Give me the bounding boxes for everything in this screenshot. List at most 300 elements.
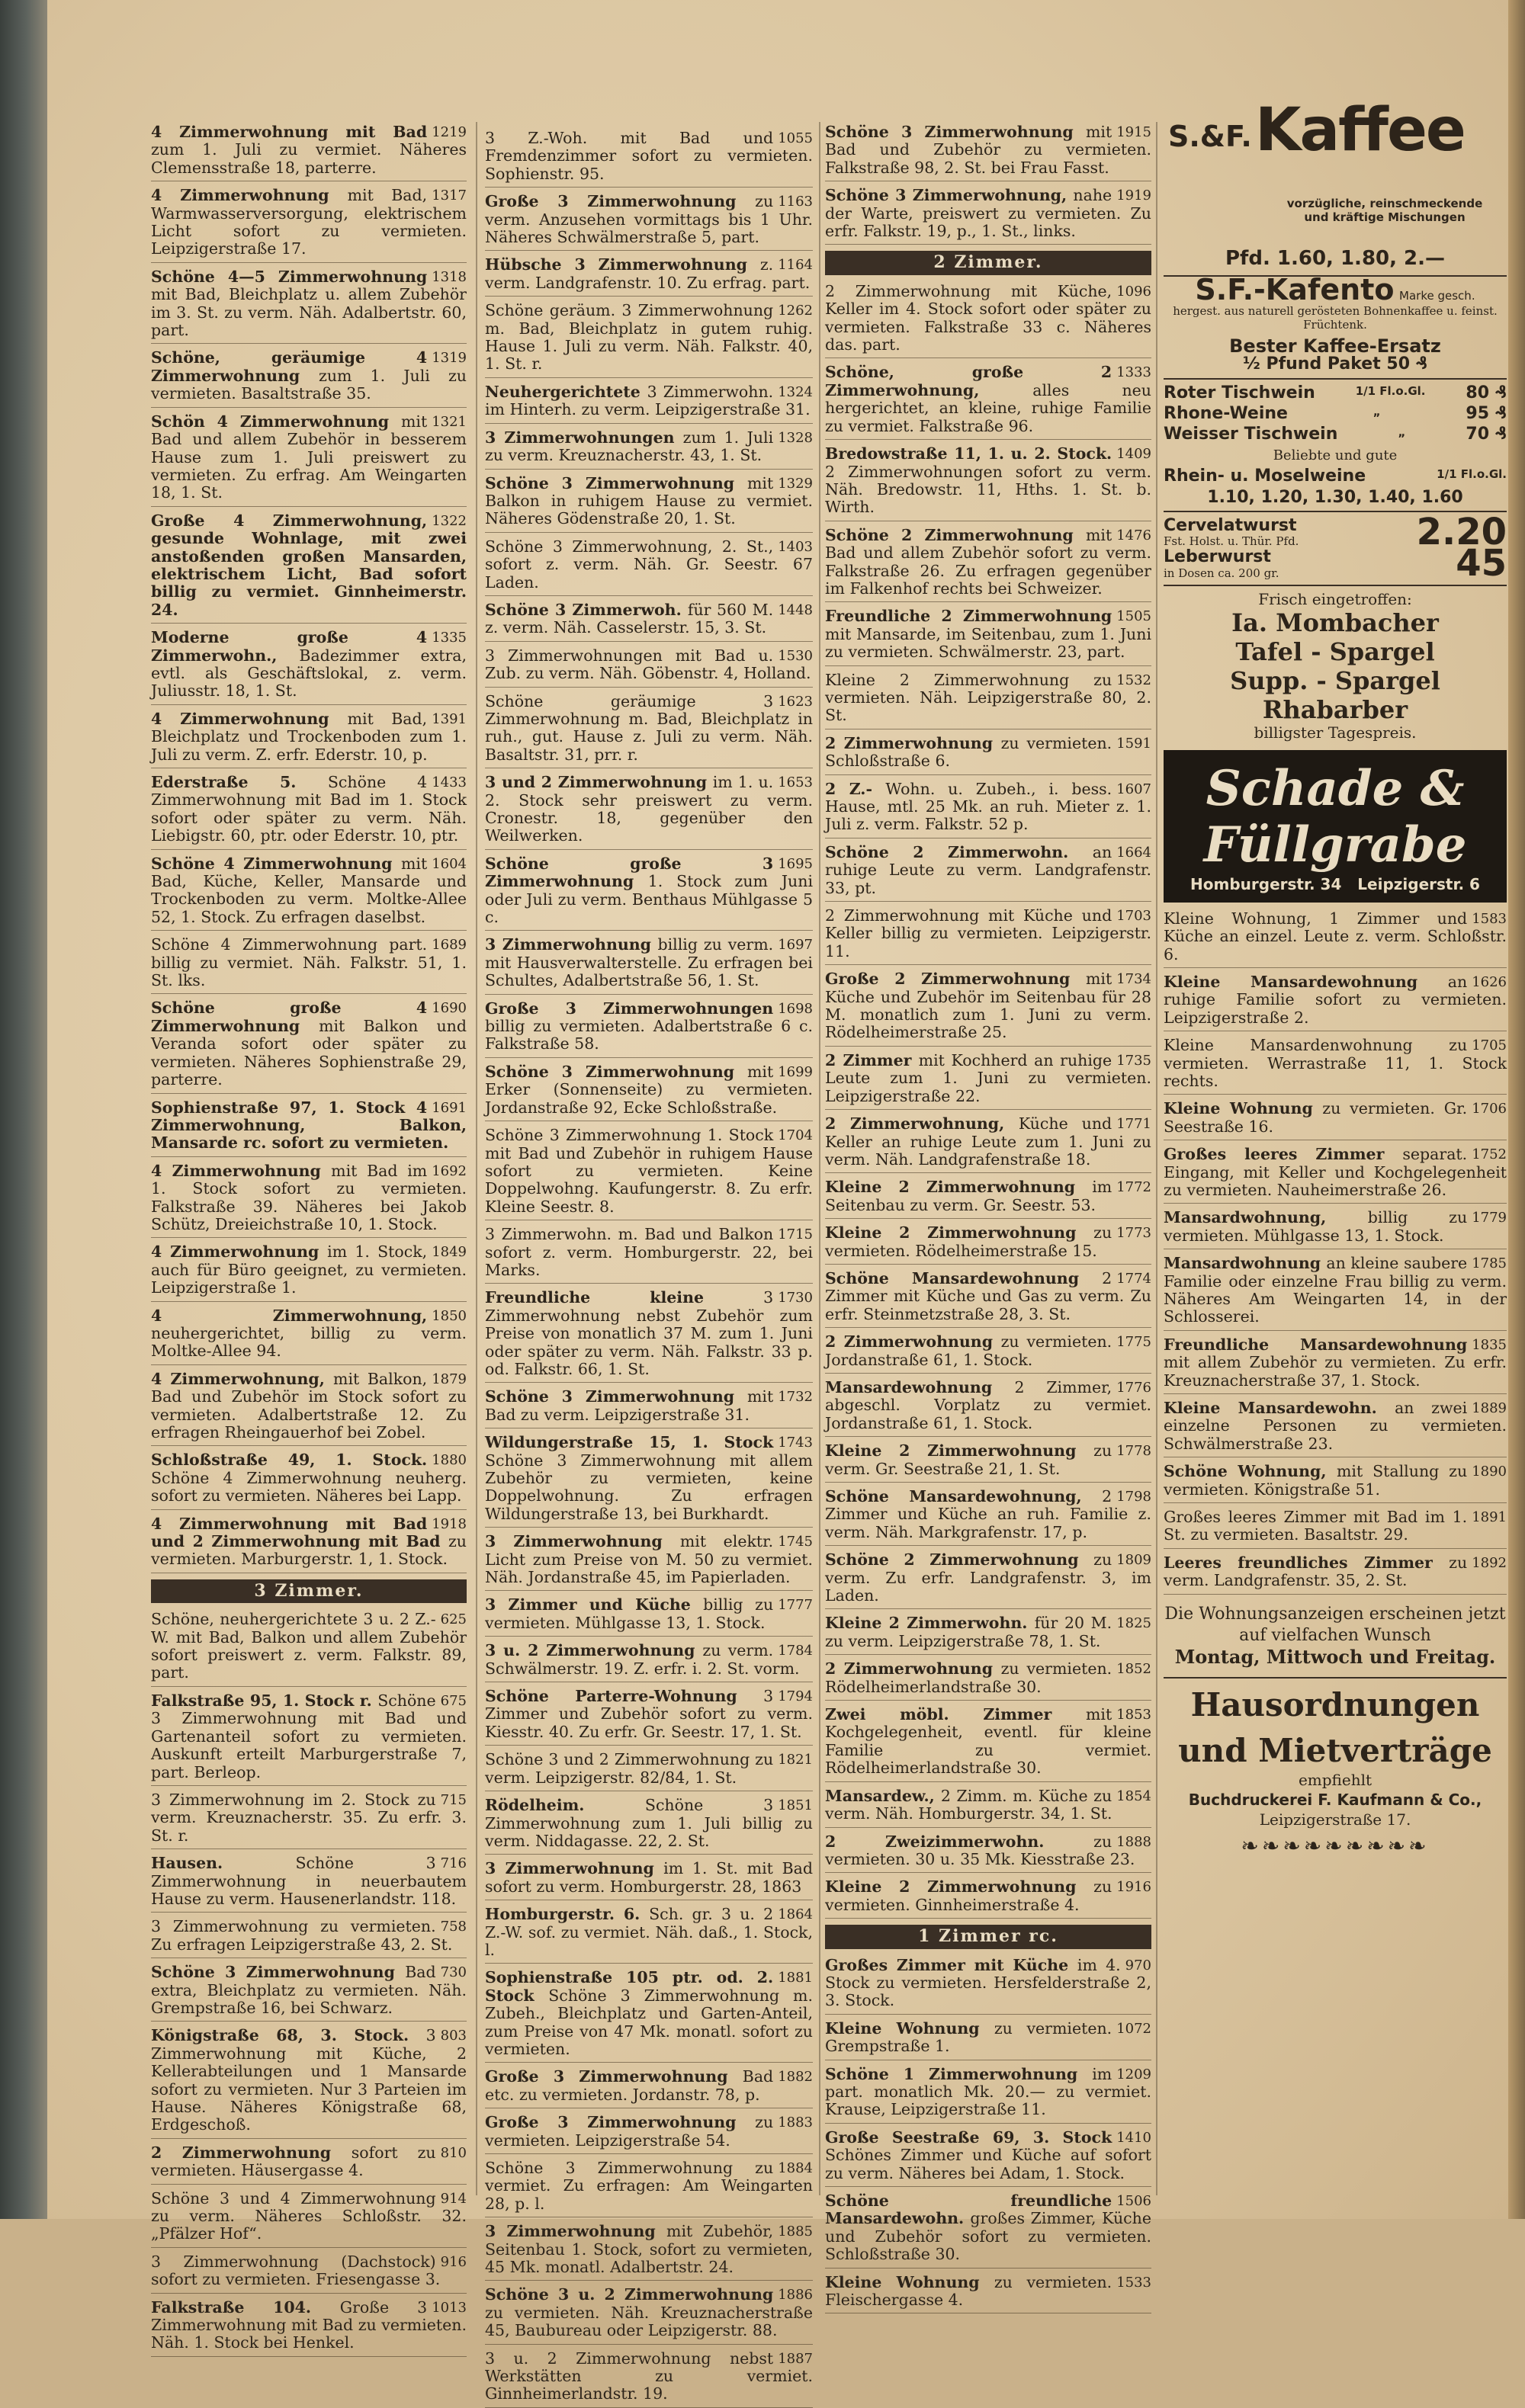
ad-body: mit Kochgelegenheit, eventl. für kleine Familie zu vermiet. Rödelheimerlandstraße 30. (825, 1705, 1151, 1778)
ad-title: 2 Zweizimmerwohn. (825, 1832, 1094, 1851)
kaffee-subtitle: vorzügliche, reinschmeckende und kräftige Mischungen (1286, 197, 1483, 224)
classified-ad (1164, 1146, 1507, 1204)
ad-body: mit Küche und Zubehör im Seitenbau für 28 M. monatlich zum 1. Juni zu verm. Rödelheimerstraße 25. (825, 970, 1151, 1042)
ad-number: 1774 (1116, 1270, 1151, 1287)
ad-number: 1583 (1472, 910, 1507, 927)
ad-number: 1879 (432, 1371, 467, 1387)
ad-number: 1072 (1116, 2020, 1151, 2037)
classified-ad (825, 1333, 1151, 1374)
ad-body: an ruhige Familie sofort zu vermieten. Leipzigerstraße 2. (1164, 972, 1507, 1027)
ad-number: 1505 (1116, 608, 1151, 625)
haus-printer: Buchdruckerei F. Kaufmann & Co., (1188, 1790, 1482, 1809)
ad-title: Schöne 3 u. 2 Zimmerwohnung (485, 2285, 774, 2304)
ad-title: Mansardwohnung (1164, 1254, 1327, 1273)
ad-number: 1715 (778, 1226, 813, 1243)
ad-body: neuhergerichtet, billig zu verm. Moltke-Allee 94. (151, 1323, 467, 1361)
ad-number: 1591 (1116, 735, 1151, 752)
ad-number: 1734 (1116, 971, 1151, 988)
classified-ad (151, 1451, 467, 1509)
classified-ad (151, 349, 467, 407)
classified-ad (485, 936, 813, 994)
ads-column-1 (151, 123, 467, 2352)
ad-number: 1317 (432, 188, 467, 204)
ad-title: Schöne große 4 Zimmerwohnung (151, 999, 428, 1035)
ad-body: 2 Zimm. m. Küche zu verm. Näh. Homburgerstr. 34, 1. St. (825, 1786, 1112, 1823)
kafento-title: S.F.-Kafento (1195, 273, 1395, 307)
ad-body: Schöne 4 Zimmerwohnung mit Bad im 1. Stock sofort oder später zu verm. Näh. Liebigstr. 60, ptr. oder Ederstr. 10, ptr. (151, 773, 467, 845)
rhein-prices: 1.10, 1.20, 1.30, 1.40, 1.60 (1207, 487, 1463, 507)
classified-ad (825, 445, 1151, 521)
wine-row (1164, 405, 1507, 422)
schade-fuellgrabe-ad (1164, 750, 1507, 903)
classified-ad (151, 710, 467, 768)
ad-title: 3 und 2 Zimmerwohnung (485, 773, 713, 792)
leber-desc: in Dosen ca. 200 gr. (1164, 566, 1279, 580)
ad-body: zu vermieten. Grempstraße 1. (825, 2018, 1112, 2056)
wine-unit: „ (1398, 425, 1406, 440)
ad-number: 1883 (778, 2115, 813, 2131)
classified-ad (825, 1706, 1151, 1782)
ad-title: 4 Zimmerwohnung (151, 186, 348, 205)
ad-number: 1319 (432, 350, 467, 367)
wine-note: Beliebte und gute (1273, 447, 1398, 463)
ad-body: Bad etc. zu vermieten. Jordanstr. 78, p. (485, 2067, 774, 2104)
ad-number: 1852 (1116, 1661, 1151, 1678)
ad-body: 2 Zimmer, abgeschl. Vorplatz zu vermiet. Jordanstraße 61, 1. Stock. (825, 1377, 1151, 1432)
ad-number: 1530 (778, 647, 813, 664)
ad-title: 4 Zimmerwohnung, (151, 1306, 428, 1325)
ad-title: Große 3 Zimmerwohnung (485, 2067, 743, 2086)
haus-title-1: Hausordnungen (1190, 1685, 1480, 1723)
ad-title: Große 3 Zimmerwohnungen (485, 999, 774, 1018)
ad-body: Küche und Keller an ruhige Leute zum 1. Juni zu verm. Näh. Landgrafenstraße 18. (825, 1114, 1151, 1169)
ad-number: 1798 (1116, 1489, 1151, 1505)
wine-price: 80 ₰ (1466, 383, 1507, 402)
book-binding (0, 0, 47, 2219)
ad-title: Schöne 3 Zimmerwoh. (485, 600, 688, 619)
rhein-unit: 1/1 Fl.o.Gl. (1437, 467, 1507, 482)
classified-ad (485, 2068, 813, 2108)
ad-title: 4 Zimmerwohnung mit Bad (151, 123, 428, 141)
classified-ad (825, 735, 1151, 775)
classified-ad (151, 2027, 467, 2138)
ad-body: separat. Eingang, mit Keller und Kochgelegenheit zu vermieten. Nauheimerstraße 26. (1164, 1145, 1507, 1199)
classified-ad (825, 907, 1151, 965)
classified-ad (825, 123, 1151, 181)
ad-title: Schöne 1 Zimmerwohnung (825, 2064, 1093, 2083)
kafento-mark: Marke gesch. (1399, 289, 1475, 303)
ad-number: 1889 (1472, 1400, 1507, 1417)
ad-title: Schöne Wohnung, (1164, 1462, 1337, 1481)
ad-number: 1705 (1472, 1037, 1507, 1054)
ad-title: Große 2 Zimmerwohnung (825, 970, 1086, 989)
classified-ad (825, 781, 1151, 838)
ad-title: 4 Zimmerwohnung mit Bad und 2 Zimmerwohnung mit Bad (151, 1514, 448, 1551)
kafento-desc: hergest. aus naturell gerösteten Bohnenkaffee u. feinst. Früchtenk. (1173, 303, 1498, 332)
ad-title: 3 Zimmerwohnung (485, 2222, 667, 2241)
wine-unit: 1/1 Fl.o.Gl. (1355, 383, 1426, 398)
section-header: 3 Zimmer. (151, 1579, 467, 1603)
ad-number: 1706 (1472, 1101, 1507, 1117)
cervelat-name: Cervelatwurst (1164, 516, 1297, 536)
classified-ad (151, 1918, 467, 1958)
ad-number: 803 (440, 2028, 467, 2044)
classified-ad (151, 123, 467, 181)
ad-number: 1653 (778, 774, 813, 791)
classified-ad (151, 774, 467, 850)
ad-title: Kleine Wohnung (825, 2272, 994, 2291)
classified-ad (485, 1000, 813, 1058)
classified-ad (825, 283, 1151, 359)
ad-title: Große 3 Zimmerwohnung (485, 2113, 756, 2132)
ad-body: billig zu vermieten. Adalbertstraße 6 c. Falkstraße 58. (485, 1017, 813, 1053)
ad-title: Großes Zimmer mit Küche (825, 1955, 1077, 1974)
classified-ad (825, 1442, 1151, 1483)
classified-ad (151, 1611, 467, 1687)
classified-ad (485, 1289, 813, 1383)
ad-title: 3 u. 2 Zimmerwohnung (485, 1641, 703, 1660)
ad-number: 1821 (778, 1752, 813, 1768)
ad-number: 1825 (1116, 1615, 1151, 1632)
ad-title: Freundliche 2 Zimmerwohnung (825, 607, 1112, 626)
classified-ad (485, 601, 813, 642)
kaffee-word: Kaffee (1255, 96, 1465, 165)
ad-number: 1626 (1472, 973, 1507, 990)
classified-ad (151, 1692, 467, 1786)
ad-number: 1096 (1116, 283, 1151, 300)
ad-number: 1919 (1116, 188, 1151, 204)
ad-number: 1884 (778, 2160, 813, 2176)
ad-body: z. verm. Landgrafenstr. 10. Zu erfrag. part. (485, 255, 811, 292)
rhein-wine-row (1164, 467, 1507, 485)
ad-title: Leeres freundliches Zimmer (1164, 1553, 1450, 1572)
ad-body: mit Bad, Küche, Keller, Mansarde und Trockenboden zu verm. Moltke-Allee 52, 1. Stock. Zu erfragen daselbst. (151, 854, 467, 926)
ad-body: Schöne 3 Zimmerwohnung zu vermiet. Zu erfragen: Am Weingarten 28, p. l. (485, 2159, 813, 2213)
kaffee-ad (1164, 96, 1507, 245)
ad-body: im 1. Stock, auch für Büro geeignet, zu vermieten. Leipzigerstraße 1. (151, 1242, 467, 1297)
ad-title: Große Seestraße 69, 3. Stock (825, 2127, 1112, 2147)
ad-body: 2 Zimmer mit Küche und Gas zu verm. Zu erfr. Steinmetzstraße 28, 3. St. (825, 1268, 1151, 1323)
ad-number: 1318 (432, 268, 467, 285)
ad-body: Schöne 3 Zimmerwohnung mit allem Zubehör zu vermieten, keine Doppelwohnung. Zu erfragen Wildungerstraße 13, bei Burkhardt. (485, 1451, 813, 1523)
classified-ad (485, 1969, 813, 2063)
ad-number: 1775 (1116, 1334, 1151, 1351)
ad-title: 3 Zimmer und Küche (485, 1595, 704, 1614)
ad-title: Schöne 3 Zimmerwohnung (825, 123, 1086, 141)
ad-number: 730 (440, 1964, 467, 1981)
decorative-border: ❧❧❧❧❧❧❧❧❧ (1241, 1832, 1430, 1858)
classified-ad (485, 1751, 813, 1791)
ad-number: 1778 (1116, 1443, 1151, 1460)
ad-body: Schöne 3 und 2 Zimmerwohnung zu verm. Leipzigerstr. 82/84, 1. St. (485, 1750, 774, 1787)
schade-name-2: Füllgrabe (1203, 816, 1467, 874)
classified-ad (825, 2129, 1151, 2187)
ad-title: Schöne 3 Zimmerwohnung (485, 1387, 747, 1406)
ad-title: Mansardewohnung (825, 1377, 1015, 1396)
column-rule (819, 122, 820, 2195)
classified-ad (151, 999, 467, 1093)
ad-number: 1324 (778, 383, 813, 400)
ad-title: Schöne 3 Zimmerwohnung (485, 1062, 747, 1081)
notice-days: Montag, Mittwoch und Freitag. (1174, 1645, 1496, 1668)
ad-title: Schöne 3 Zimmerwohnung, (825, 186, 1074, 205)
classified-ad (1164, 1554, 1507, 1595)
ad-number: 1697 (778, 937, 813, 954)
classified-ad (151, 1964, 467, 2022)
ad-body: Badezimmer extra, evtl. als Geschäftslokal, z. verm. Juliusstr. 18, 1. St. (151, 646, 467, 701)
ad-number: 1890 (1472, 1464, 1507, 1480)
classified-ad (825, 2274, 1151, 2314)
ad-number: 1777 (778, 1597, 813, 1614)
ad-title: 4 Zimmerwohnung (151, 709, 348, 728)
ad-body: zu verm. Schwälmerstr. 19. Z. erfr. i. 2. St. vorm. (485, 1641, 800, 1678)
ad-number: 1607 (1116, 781, 1151, 797)
ad-title: Große 3 Zimmerwohnung (485, 192, 756, 211)
ad-number: 1752 (1472, 1146, 1507, 1163)
ad-number: 1692 (432, 1162, 467, 1179)
ad-number: 1433 (432, 774, 467, 790)
classified-ad (825, 1957, 1151, 2015)
classified-ad (1164, 1336, 1507, 1394)
ad-body: Schöne 3 Zimmerwohnung 1. Stock mit Bad und Zubehör in ruhigem Hause sofort zu vermieten. Keine Doppelwohng. Kaufungerstr. 8. Zu erfr. Kleine Seestr. 8. (485, 1126, 813, 1216)
ad-body: mit Bad, Bleichplatz u. allem Zubehör im 3. St. zu verm. Näh. Adalbertstr. 60, part. (151, 285, 467, 340)
ad-body: mit Bad, Warmwasserversorgung, elektrischem Licht sofort zu vermieten. Leipzigerstraße 17. (151, 186, 467, 258)
ad-number: 1743 (778, 1435, 813, 1451)
classified-ad (151, 2144, 467, 2185)
column-rule (1156, 122, 1157, 2195)
classified-ad (825, 844, 1151, 902)
classified-ad (485, 2350, 813, 2408)
schade-addr-1: Homburgerstr. 34 (1190, 874, 1342, 893)
ad-number: 914 (440, 2190, 467, 2207)
ad-title: 4 Zimmerwohnung (151, 1242, 328, 1262)
classified-ad (485, 2223, 813, 2281)
ad-number: 1055 (778, 130, 813, 146)
classified-ad (151, 1791, 467, 1849)
ad-number: 1916 (1116, 1879, 1151, 1896)
ersatz-price: ½ Pfund Paket 50 ₰ (1243, 354, 1427, 374)
ad-number: 1732 (778, 1389, 813, 1406)
ad-number: 1403 (778, 538, 813, 555)
ad-title: 3 Zimmerwohnung (485, 1859, 664, 1878)
classified-ad (151, 1243, 467, 1301)
haus-addr: Leipzigerstraße 17. (1259, 1810, 1411, 1829)
ad-number: 1891 (1472, 1509, 1507, 1526)
ad-title: Zwei möbl. Zimmer (825, 1705, 1086, 1724)
wine-list (1164, 384, 1507, 444)
ad-body: für 20 M. zu verm. Leipzigerstraße 78, 1. St. (825, 1614, 1112, 1650)
ad-number: 1013 (432, 2299, 467, 2316)
ad-body: mit Mansarde, im Seitenbau, zum 1. Juni zu vermieten. Schwälmerstr. 23, part. (825, 624, 1151, 662)
ad-body: 3 Zimmerwohnung (Dachstock) sofort zu vermieten. Friesengasse 3. (151, 2252, 441, 2289)
ad-number: 715 (440, 1791, 467, 1808)
ad-body: großes Zimmer, Küche und Zubehör sofort zu vermieten. Schloßstraße 30. (825, 2209, 1151, 2264)
ad-body: Schöne 4 Zimmerwohnung part. billig zu vermiet. Näh. Falkstr. 51, 1. St. lks. (151, 935, 467, 990)
ad-title: Schöne 2 Zimmerwohnung (825, 1550, 1094, 1570)
fresh-item: Rhabarber (1262, 695, 1408, 725)
wine-price: 95 ₰ (1466, 404, 1507, 424)
wine-name: Weisser Tischwein (1164, 425, 1338, 444)
ad-number: 1885 (778, 2224, 813, 2240)
classified-ad (151, 1099, 467, 1157)
ad-number: 1882 (778, 2069, 813, 2086)
classified-ad (825, 1788, 1151, 1828)
classified-ad (151, 2299, 467, 2357)
classified-ad (485, 1688, 813, 1746)
ad-number: 1880 (432, 1452, 467, 1469)
section-header: 2 Zimmer. (825, 251, 1151, 274)
ad-number: 1779 (1472, 1210, 1507, 1226)
ad-title: 2 Z.- (825, 779, 886, 798)
ad-number: 1209 (1116, 2066, 1151, 2083)
ad-title: Große 4 Zimmerwohnung, gesunde Wohnlage, mit zwei anstoßenden großen Mansarden, elektrischem Licht, Bad sofort billig zu vermiet. Ginnheimerstr. 24. (151, 511, 467, 619)
ad-number: 758 (440, 1919, 467, 1935)
ad-body: 3 Zimmerwohnung im 2. Stock zu verm. Kreuznacherstr. 35. Zu erfr. 3. St. r. (151, 1790, 467, 1845)
ad-body: 3 Zimmerwohnung nebst Zubehör zum Preise von monatlich 37 M. zum 1. Juni oder später zu verm. Näh. Falkstr. 33 p. od. Falkstr. 66, 1. St. (485, 1288, 813, 1378)
ads-column-2 (485, 129, 813, 2403)
ad-body: zu vermieten. 30 u. 35 Mk. Kiesstraße 23. (825, 1832, 1135, 1868)
ad-body: an ruhige Leute zu verm. Landgrafenstr. 33, pt. (825, 842, 1151, 897)
ad-body: zu vermieten. Fleischergasse 4. (825, 2272, 1112, 2310)
classified-ad (825, 2066, 1151, 2124)
ad-number: 1322 (432, 512, 467, 529)
ad-title: 2 Zimmerwohnung (825, 733, 1001, 752)
ad-title: Schöne 3 Zimmerwohnung (485, 473, 747, 492)
fresh-items (1164, 608, 1507, 724)
ad-body: mit Erker (Sonnenseite) zu vermieten. Jordanstraße 92, Ecke Schloßstraße. (485, 1062, 813, 1117)
ad-body: mit elektr. Licht zum Preise von M. 50 zu vermiet. Näh. Jordanstraße 45, im Papierladen. (485, 1532, 813, 1587)
ad-title: Schöne 2 Zimmerwohnung (825, 525, 1086, 544)
ad-number: 1735 (1116, 1052, 1151, 1069)
ad-title: Falkstraße 104. (151, 2297, 340, 2317)
ad-number: 1333 (1116, 364, 1151, 381)
ad-body: zu vermieten. Jordanstraße 61, 1. Stock. (825, 1332, 1112, 1369)
ad-body: mit Bad und Zubehör zu vermieten. Falkstraße 98, 2. St. bei Frau Fasst. (825, 123, 1151, 177)
ad-title: 4 Zimmerwohnung (151, 1161, 332, 1180)
ad-title: Schöne 3 Zimmerwohnung (151, 1963, 406, 1982)
ad-number: 1698 (778, 1000, 813, 1017)
classified-ad (485, 647, 813, 688)
ad-title: Hübsche 3 Zimmerwohnung (485, 255, 760, 274)
ads-column-4 (1164, 96, 1507, 2195)
ad-body: 1. Stock zum Juni oder Juli zu verm. Benthaus Mühlgasse 5 c. (485, 872, 813, 927)
ad-body: zu vermieten. Gr. Seestraße 16. (1164, 1099, 1468, 1136)
kaffee-brand: S.&F. (1168, 120, 1252, 153)
ad-number: 1262 (778, 303, 813, 319)
ad-number: 1163 (778, 194, 813, 210)
ad-body: 3 Zimmerwohnungen mit Bad u. Zub. zu verm. Näh. Göbenstr. 4, Holland. (485, 646, 811, 683)
fresh-item: Supp. - Spargel (1230, 666, 1440, 696)
leber-row (1164, 542, 1507, 585)
schade-name-1: Schade & (1206, 759, 1465, 817)
classified-ad (485, 2160, 813, 2217)
classified-ad (151, 512, 467, 624)
ad-title: Kleine 2 Zimmerwohnung (825, 1178, 1093, 1197)
ad-number: 1918 (432, 1515, 467, 1532)
ad-body: mit Bad und allem Zubehör in besserem Hause zum 1. Juli preiswert zu vermieten. Zu erfrag. Am Weingarten 18, 1. St. (151, 412, 467, 502)
rhein-name: Rhein- u. Moselweine (1164, 467, 1366, 486)
ad-body: sofort zu vermieten. Häusergasse 4. (151, 2143, 436, 2180)
classified-ad (825, 2192, 1151, 2269)
leber-name: Leberwurst (1164, 547, 1271, 567)
classified-ad (825, 672, 1151, 729)
ad-title: Moderne große 4 Zimmerwohn., (151, 628, 428, 665)
classified-ad (151, 268, 467, 345)
divider (1164, 378, 1507, 380)
ad-body: zu vermieten. Schloßstraße 6. (825, 733, 1112, 771)
ad-number: 1623 (778, 693, 813, 710)
ad-title: Schöne freundliche Mansardewohn. (825, 2192, 1112, 2228)
ad-body: für 560 M. z. verm. Näh. Casselerstr. 15, 3. St. (485, 600, 774, 637)
ad-body: zu verm. Gr. Seestraße 21, 1. St. (825, 1441, 1112, 1478)
ad-number: 1730 (778, 1290, 813, 1307)
ad-body: Schöne 3 Zimmerwohnung zum 1. Juli billig zu verm. Niddagasse. 22, 2. St. (485, 1796, 813, 1850)
ad-title: Kleine Mansardewohnung (1164, 972, 1448, 991)
ad-number: 1533 (1116, 2274, 1151, 2291)
classified-ad (485, 855, 813, 931)
ad-title: Schloßstraße 49, 1. Stock. (151, 1451, 428, 1470)
ad-number: 1776 (1116, 1379, 1151, 1396)
classified-ad (151, 1855, 467, 1913)
ad-body: Schöne 3 Zimmerwohnung, 2. St., sofort z. verm. Näh. Gr. Seestr. 67 Laden. (485, 537, 813, 592)
ad-body: im part. monatlich Mk. 20.— zu vermiet. Krause, Leipzigerstraße 11. (825, 2064, 1151, 2119)
ad-number: 1853 (1116, 1707, 1151, 1723)
classified-ad (1164, 1100, 1507, 1140)
ad-body: zu vermieten. Näh. Kreuznacherstraße 45, Baubureau oder Leipzigerstr. 88. (485, 2303, 813, 2340)
divider (1164, 1677, 1507, 1679)
ad-number: 1886 (778, 2287, 813, 2304)
ad-title: Sophienstraße 97, 1. Stock 4 Zimmerwohnung, Balkon, Mansarde rc. sofort zu vermieten. (151, 1098, 467, 1153)
ad-body: zu verm. Anzusehen vormittags bis 1 Uhr. Näheres Schwälmerstraße 5, part. (485, 192, 813, 247)
classified-ad (825, 1052, 1151, 1110)
ad-number: 1532 (1116, 672, 1151, 688)
ad-title: Kleine 2 Zimmerwohnung (825, 1441, 1094, 1461)
classified-ad (825, 1833, 1151, 1874)
classified-ad (485, 1642, 813, 1682)
ad-number: 1794 (778, 1688, 813, 1705)
ad-title: 3 Zimmerwohnungen (485, 428, 683, 447)
ad-body: im Seitenbau zu verm. Gr. Seestr. 53. (825, 1178, 1112, 1214)
ad-body: Kleine Mansardenwohnung zu vermieten. Werrastraße 11, 1. Stock rechts. (1164, 1036, 1507, 1090)
ad-number: 916 (440, 2253, 467, 2270)
classified-ad (151, 629, 467, 705)
ad-number: 1772 (1116, 1179, 1151, 1196)
wine-price: 70 ₰ (1466, 425, 1507, 444)
ad-number: 1695 (778, 855, 813, 872)
ad-title: 2 Zimmerwohnung (825, 1659, 1001, 1679)
classified-ad (825, 364, 1151, 440)
classified-ad (485, 1127, 813, 1220)
ad-body: mit Bad zu verm. Leipzigerstraße 31. (485, 1387, 774, 1424)
ads-column-3 (825, 123, 1152, 2310)
classified-ad (825, 1379, 1151, 1437)
ad-title: Wildungerstraße 15, 1. Stock (485, 1433, 774, 1452)
classified-ad (151, 855, 467, 931)
ad-number: 1690 (432, 1000, 467, 1017)
ad-body: billig zu vermieten. Mühlgasse 13, 1. Stock. (485, 1595, 774, 1632)
ad-title: Schöne Mansardewohnung (825, 1268, 1103, 1287)
ad-body: Schöne geräum. 3 Zimmerwohnung m. Bad, Bleichplatz in gutem ruhig. Hause 1. Juli zu verm. Näh. Falkstr. 40, 1. St. r. (485, 301, 813, 374)
ad-number: 1448 (778, 601, 813, 618)
ad-body: Großes leeres Zimmer mit Bad im 1. St. zu vermieten. Basaltstr. 29. (1164, 1508, 1468, 1544)
ad-body: mit Balkon und Veranda sofort oder später zu vermieten. Näheres Sophienstraße 29, parterre. (151, 1016, 467, 1089)
classified-ad (151, 187, 467, 263)
ad-body: 3 Zimmerwohn. im Hinterh. zu verm. Leipzigerstraße 31. (485, 382, 811, 419)
classified-ad (825, 1614, 1151, 1655)
ad-body: alles neu hergerichtet, an kleine, ruhige Familie zu vermiet. Falkstraße 96. (825, 380, 1152, 435)
classified-ad (151, 1371, 467, 1447)
ad-number: 1892 (1472, 1554, 1507, 1571)
